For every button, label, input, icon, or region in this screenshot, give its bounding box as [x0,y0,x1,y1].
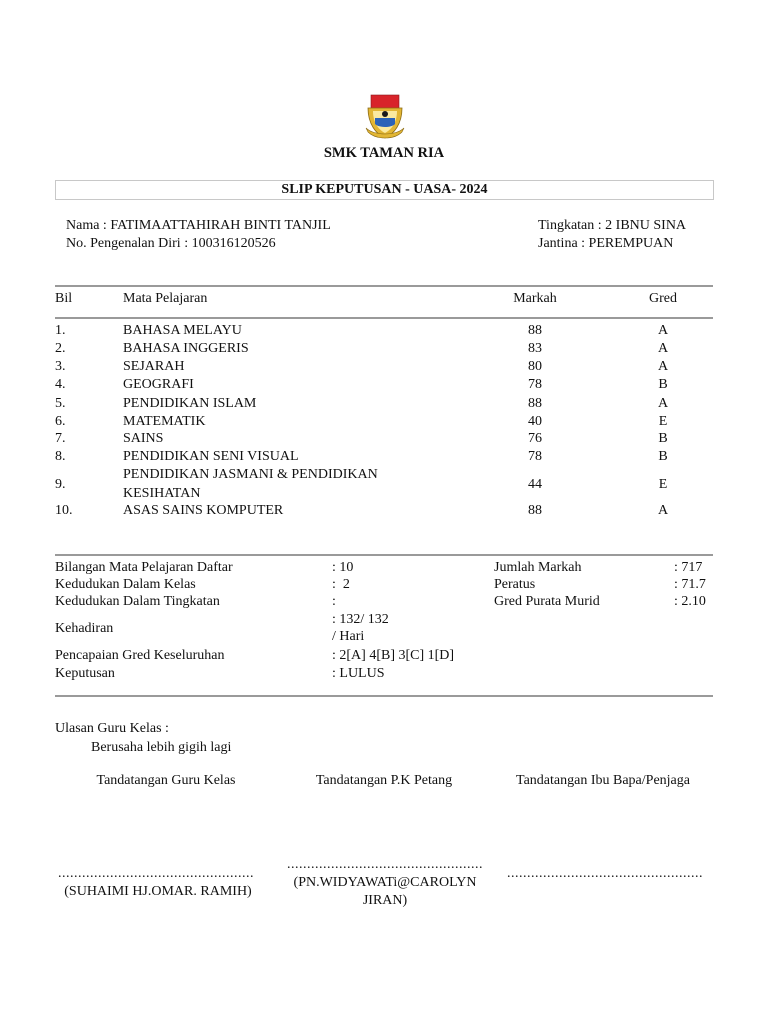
row-subject: SAINS [123,431,164,446]
row-subject: PENDIDIKAN JASMANI & PENDIDIKAN [123,467,378,482]
row-markah: 40 [528,414,542,429]
summary-kehadiran-label: Kehadiran [55,621,114,636]
row-bil: 8. [55,449,66,464]
student-id: No. Pengenalan Diri : 100316120526 [66,236,276,251]
row-gred: A [657,359,669,374]
row-subject: PENDIDIKAN ISLAM [123,396,257,411]
ulasan-label: Ulasan Guru Kelas : [55,721,169,736]
summary-bilangan-label: Bilangan Mata Pelajaran Daftar [55,560,233,575]
summary-jumlah-value: : 717 [674,560,703,575]
signature-label-guru: Tandatangan Guru Kelas [96,773,236,788]
row-bil: 5. [55,396,66,411]
header-gred: Gred [649,291,677,306]
summary-peratus-value: : 71.7 [674,577,706,592]
row-bil: 1. [55,323,66,338]
row-gred: A [657,341,669,356]
row-gred: B [658,377,668,392]
row-subject: BAHASA INGGERIS [123,341,249,356]
row-bil: 4. [55,377,66,392]
summary-keputusan-label: Keputusan [55,666,115,681]
slip-title: SLIP KEPUTUSAN - UASA- 2024 [55,180,714,200]
signature-label-ibubapa: Tandatangan Ibu Bapa/Penjaga [516,773,690,788]
summary-bilangan-value: : 10 [332,560,354,575]
student-name: Nama : FATIMAATTAHIRAH BINTI TANJIL [66,218,331,233]
row-subject: ASAS SAINS KOMPUTER [123,503,284,518]
row-markah: 88 [528,503,542,518]
row-markah: 88 [528,396,542,411]
summary-keputusan-value: : LULUS [332,666,385,681]
summary-kedudukan-kelas-label: Kedudukan Dalam Kelas [55,577,196,592]
row-subject: BAHASA MELAYU [123,323,242,338]
row-markah: 83 [528,341,542,356]
student-form: Tingkatan : 2 IBNU SINA [538,218,687,233]
row-bil: 9. [55,477,66,492]
summary-kedudukan-tingkatan-label: Kedudukan Dalam Tingkatan [55,594,220,609]
signature-line-ibubapa: ................................................. [507,866,703,881]
row-gred: B [658,431,668,446]
row-markah: 88 [528,323,542,338]
summary-gpm-label: Gred Purata Murid [494,594,600,609]
signature-name-pk: (PN.WIDYAWATi@CAROLYN [293,875,477,890]
summary-jumlah-label: Jumlah Markah [494,560,582,575]
row-markah: 44 [528,477,542,492]
row-bil: 6. [55,414,66,429]
row-gred: A [657,503,669,518]
signature-name-guru: (SUHAIMI HJ.OMAR. RAMIH) [64,884,252,899]
summary-bottom-rule [55,695,713,697]
summary-top-rule [55,554,713,556]
signature-label-pk: Tandatangan P.K Petang [315,773,453,788]
signature-line-pk: ................................................. [287,857,483,872]
student-gender: Jantina : PEREMPUAN [538,236,674,251]
header-subject: Mata Pelajaran [123,291,208,306]
row-bil: 7. [55,431,66,446]
summary-kedudukan-kelas-value: : 2 [332,577,350,592]
summary-pencapaian-label: Pencapaian Gred Keseluruhan [55,648,225,663]
summary-kehadiran-value: : 132/ 132 [332,612,389,627]
row-gred: A [657,323,669,338]
table-top-rule [55,285,713,287]
summary-kedudukan-tingkatan-value: : [332,594,336,609]
row-markah: 76 [528,431,542,446]
row-subject-continued: KESIHATAN [123,486,201,501]
school-crest-logo [364,94,406,142]
row-subject: PENDIDIKAN SENI VISUAL [123,449,299,464]
row-gred: A [657,396,669,411]
signature-line-guru: ................................................. [58,866,254,881]
ulasan-text: Berusaha lebih gigih lagi [91,740,232,755]
row-subject: MATEMATIK [123,414,206,429]
row-gred: E [658,414,668,429]
summary-peratus-label: Peratus [494,577,536,592]
row-gred: E [658,477,668,492]
row-bil: 10. [55,503,73,518]
row-bil: 3. [55,359,66,374]
row-subject: SEJARAH [123,359,185,374]
summary-pencapaian-value: : 2[A] 4[B] 3[C] 1[D] [332,648,455,663]
row-markah: 78 [528,377,542,392]
summary-gpm-value: : 2.10 [674,594,706,609]
row-markah: 78 [528,449,542,464]
row-markah: 80 [528,359,542,374]
row-subject: GEOGRAFI [123,377,194,392]
table-header-rule [55,317,713,319]
school-name: SMK TAMAN RIA [323,145,445,161]
header-bil: Bil [55,291,73,306]
row-gred: B [658,449,668,464]
summary-kehadiran-unit: / Hari [332,629,365,644]
row-bil: 2. [55,341,66,356]
header-markah: Markah [513,291,557,306]
signature-name-pk-continued: JIRAN) [362,893,408,908]
